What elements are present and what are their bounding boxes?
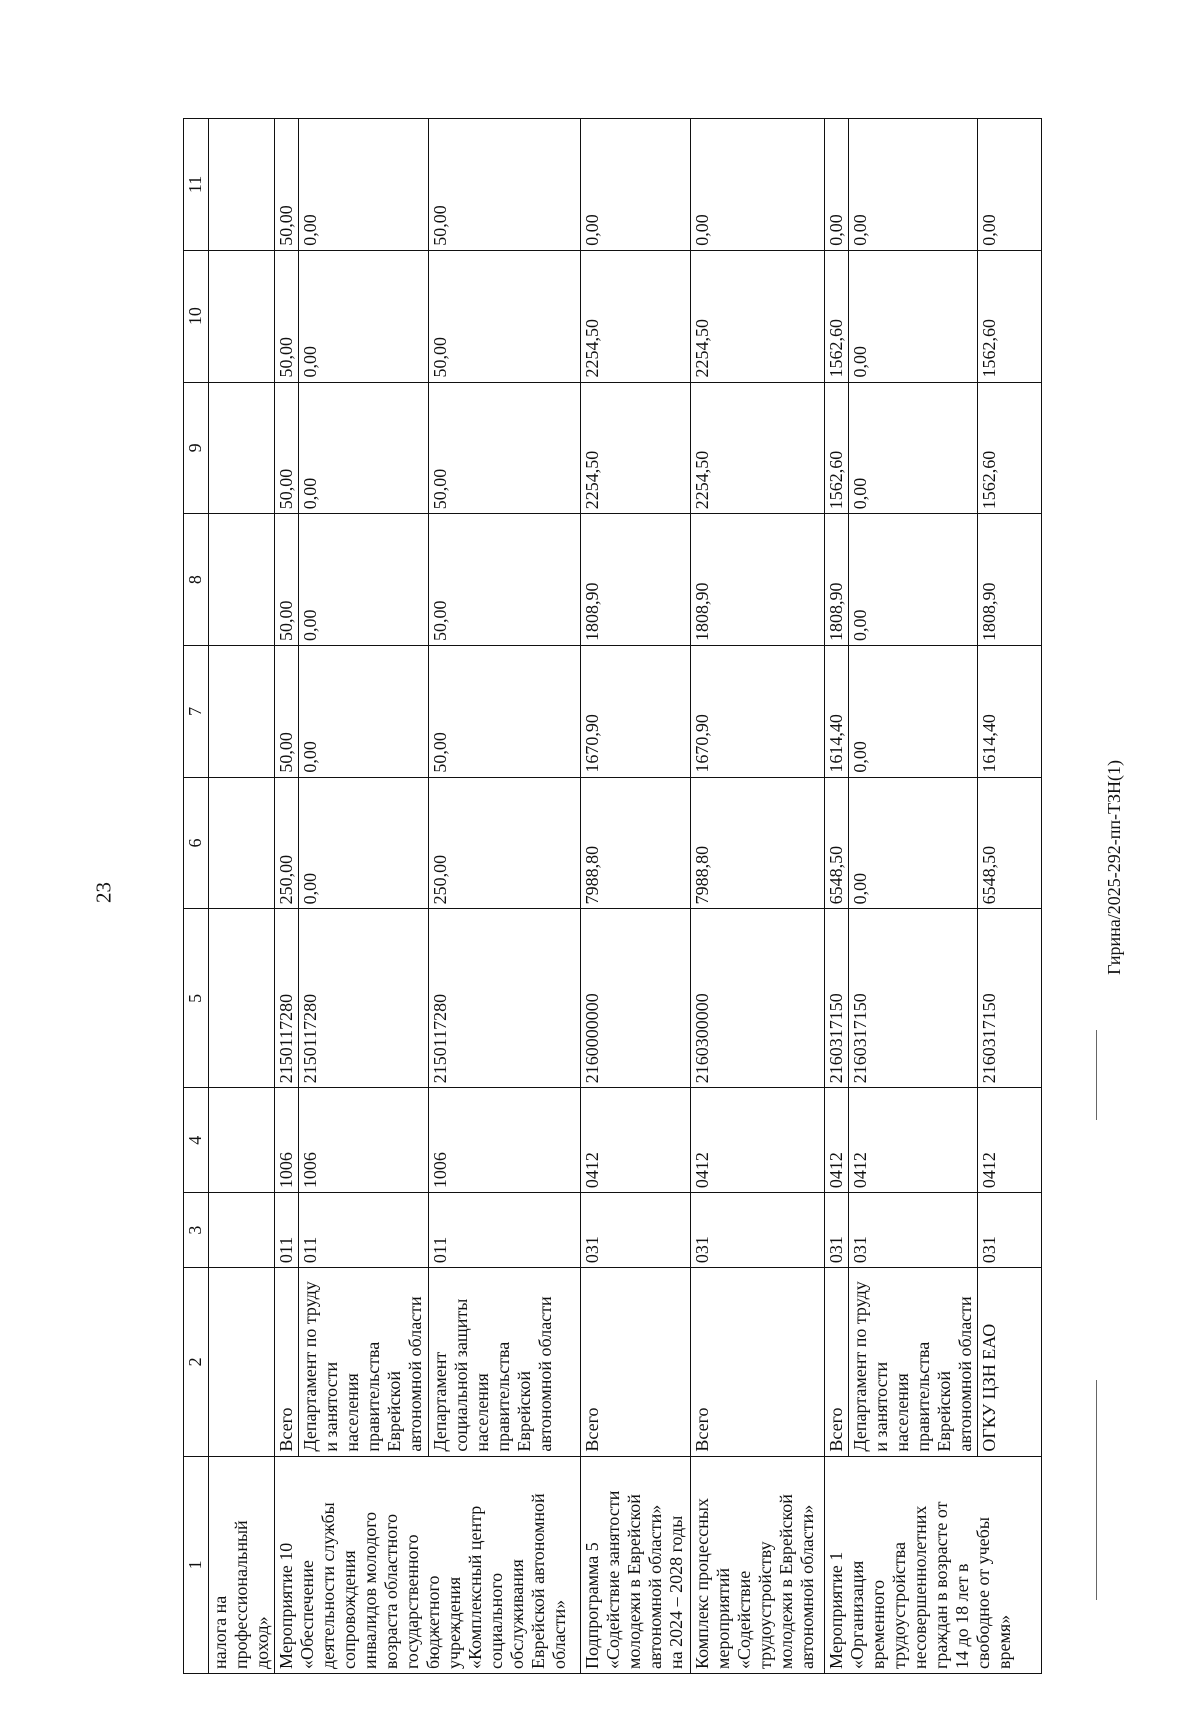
table-row [429, 119, 581, 1674]
table-row [849, 119, 978, 1674]
executor-cell [209, 1268, 275, 1456]
value-cell: 0,00 [299, 382, 429, 514]
value-cell: 0,00 [581, 119, 691, 251]
value-cell: 0,00 [849, 119, 978, 251]
section-cell: 0412 [849, 1088, 978, 1193]
value-cell [209, 645, 275, 777]
table-row [209, 119, 275, 1674]
executor-cell: ОГКУ ЦЗН ЕАО [978, 1268, 1042, 1456]
value-cell: 50,00 [429, 382, 581, 514]
value-cell: 1562,60 [825, 382, 849, 514]
value-cell: 2254,50 [691, 382, 825, 514]
value-cell: 0,00 [849, 514, 978, 646]
target-code-cell: 2150117280 [299, 909, 429, 1088]
code-cell: 031 [691, 1193, 825, 1268]
section-cell: 1006 [299, 1088, 429, 1193]
value-cell: 50,00 [429, 119, 581, 251]
value-cell: 0,00 [299, 119, 429, 251]
value-cell: 1562,60 [825, 250, 849, 382]
value-cell: 7988,80 [691, 777, 825, 909]
section-cell: 0412 [581, 1088, 691, 1193]
value-cell: 1670,90 [581, 645, 691, 777]
header-row [184, 119, 209, 1674]
section-cell: 0412 [691, 1088, 825, 1193]
code-cell: 031 [581, 1193, 691, 1268]
value-cell [209, 777, 275, 909]
value-cell [209, 250, 275, 382]
signature-line [1096, 1380, 1097, 1600]
budget-table-sheet [183, 118, 1113, 1674]
target-code-cell: 2160317150 [978, 909, 1042, 1088]
value-cell: 6548,50 [978, 777, 1042, 909]
executor-cell: Всего [691, 1268, 825, 1456]
col-header-2: 2 [184, 1268, 209, 1456]
table-row [825, 119, 849, 1674]
value-cell: 50,00 [275, 514, 299, 646]
section-cell: 0412 [825, 1088, 849, 1193]
value-cell [209, 382, 275, 514]
code-cell: 011 [299, 1193, 429, 1268]
value-cell: 6548,50 [825, 777, 849, 909]
section-cell: 1006 [275, 1088, 299, 1193]
col-header-9: 9 [184, 382, 209, 514]
code-cell: 031 [849, 1193, 978, 1268]
value-cell: 0,00 [299, 777, 429, 909]
document-code-footer: Гирина/2025-292-пп-ТЗН(1) [1104, 760, 1124, 975]
value-cell: 50,00 [429, 645, 581, 777]
value-cell: 250,00 [275, 777, 299, 909]
row-name-cell: Комплекс процессных мероприятий «Содействие трудоустройству молодежи в Еврейской автономной области» [691, 1456, 825, 1673]
budget-table [183, 118, 1042, 1674]
value-cell: 1614,40 [978, 645, 1042, 777]
value-cell: 1562,60 [978, 250, 1042, 382]
target-code-cell [209, 909, 275, 1088]
row-name-cell: Мероприятие 10 «Обеспечение деятельности службы сопровождения инвалидов молодого возраста областного государственного бюджетного учреждения «Комплексный центр социального обслуживания Еврейской автономной области» [275, 1456, 581, 1673]
code-cell: 031 [978, 1193, 1042, 1268]
value-cell: 50,00 [275, 250, 299, 382]
target-code-cell: 2160300000 [691, 909, 825, 1088]
col-header-3: 3 [184, 1193, 209, 1268]
page-number: 23 [91, 882, 116, 903]
value-cell: 0,00 [849, 382, 978, 514]
col-header-1: 1 [184, 1456, 209, 1673]
value-cell: 2254,50 [581, 250, 691, 382]
value-cell: 1562,60 [978, 382, 1042, 514]
value-cell: 50,00 [429, 514, 581, 646]
row-name-cell: Подпрограмма 5 «Содействие занятости молодежи в Еврейской автономной области» на 2024 – 2028 годы [581, 1456, 691, 1673]
executor-cell: Департамент по труду и занятости населения правительства Еврейской автономной области [299, 1268, 429, 1456]
value-cell: 1808,90 [691, 514, 825, 646]
row-name-cell: Мероприятие 1 «Организация временного трудоустройства несовершеннолетних граждан в возрасте от 14 до 18 лет в свободное от учебы время» [825, 1456, 1042, 1673]
target-code-cell: 2160000000 [581, 909, 691, 1088]
value-cell: 0,00 [825, 119, 849, 251]
target-code-cell: 2150117280 [275, 909, 299, 1088]
col-header-8: 8 [184, 514, 209, 646]
value-cell: 0,00 [299, 250, 429, 382]
executor-cell: Всего [275, 1268, 299, 1456]
code-cell: 011 [429, 1193, 581, 1268]
table-row [691, 119, 825, 1674]
value-cell: 0,00 [299, 514, 429, 646]
code-cell [209, 1193, 275, 1268]
section-cell [209, 1088, 275, 1193]
value-cell: 50,00 [429, 250, 581, 382]
value-cell: 50,00 [275, 382, 299, 514]
value-cell: 250,00 [429, 777, 581, 909]
value-cell [209, 119, 275, 251]
col-header-10: 10 [184, 250, 209, 382]
value-cell: 1808,90 [581, 514, 691, 646]
table-row [275, 119, 299, 1674]
value-cell: 0,00 [299, 645, 429, 777]
value-cell: 2254,50 [581, 382, 691, 514]
code-cell: 031 [825, 1193, 849, 1268]
col-header-4: 4 [184, 1088, 209, 1193]
executor-cell: Департамент по труду и занятости населения правительства Еврейской автономной области [849, 1268, 978, 1456]
value-cell: 7988,80 [581, 777, 691, 909]
target-code-cell: 2160317150 [849, 909, 978, 1088]
signature-line [1096, 1030, 1097, 1120]
row-name-cell: налога на профессиональный доход» [209, 1456, 275, 1673]
section-cell: 0412 [978, 1088, 1042, 1193]
value-cell: 50,00 [275, 645, 299, 777]
table-row [581, 119, 691, 1674]
section-cell: 1006 [429, 1088, 581, 1193]
value-cell: 0,00 [849, 250, 978, 382]
value-cell: 2254,50 [691, 250, 825, 382]
value-cell: 0,00 [978, 119, 1042, 251]
executor-cell: Департамент социальной защиты населения правительства Еврейской автономной области [429, 1268, 581, 1456]
value-cell: 1808,90 [825, 514, 849, 646]
executor-cell: Всего [825, 1268, 849, 1456]
col-header-11: 11 [184, 119, 209, 251]
value-cell: 0,00 [691, 119, 825, 251]
table-row [978, 119, 1042, 1674]
value-cell: 1614,40 [825, 645, 849, 777]
executor-cell: Всего [581, 1268, 691, 1456]
value-cell: 50,00 [275, 119, 299, 251]
value-cell: 0,00 [849, 645, 978, 777]
col-header-5: 5 [184, 909, 209, 1088]
table-row [299, 119, 429, 1674]
col-header-6: 6 [184, 777, 209, 909]
code-cell: 011 [275, 1193, 299, 1268]
value-cell: 1670,90 [691, 645, 825, 777]
value-cell [209, 514, 275, 646]
target-code-cell: 2150117280 [429, 909, 581, 1088]
value-cell: 1808,90 [978, 514, 1042, 646]
col-header-7: 7 [184, 645, 209, 777]
target-code-cell: 2160317150 [825, 909, 849, 1088]
value-cell: 0,00 [849, 777, 978, 909]
